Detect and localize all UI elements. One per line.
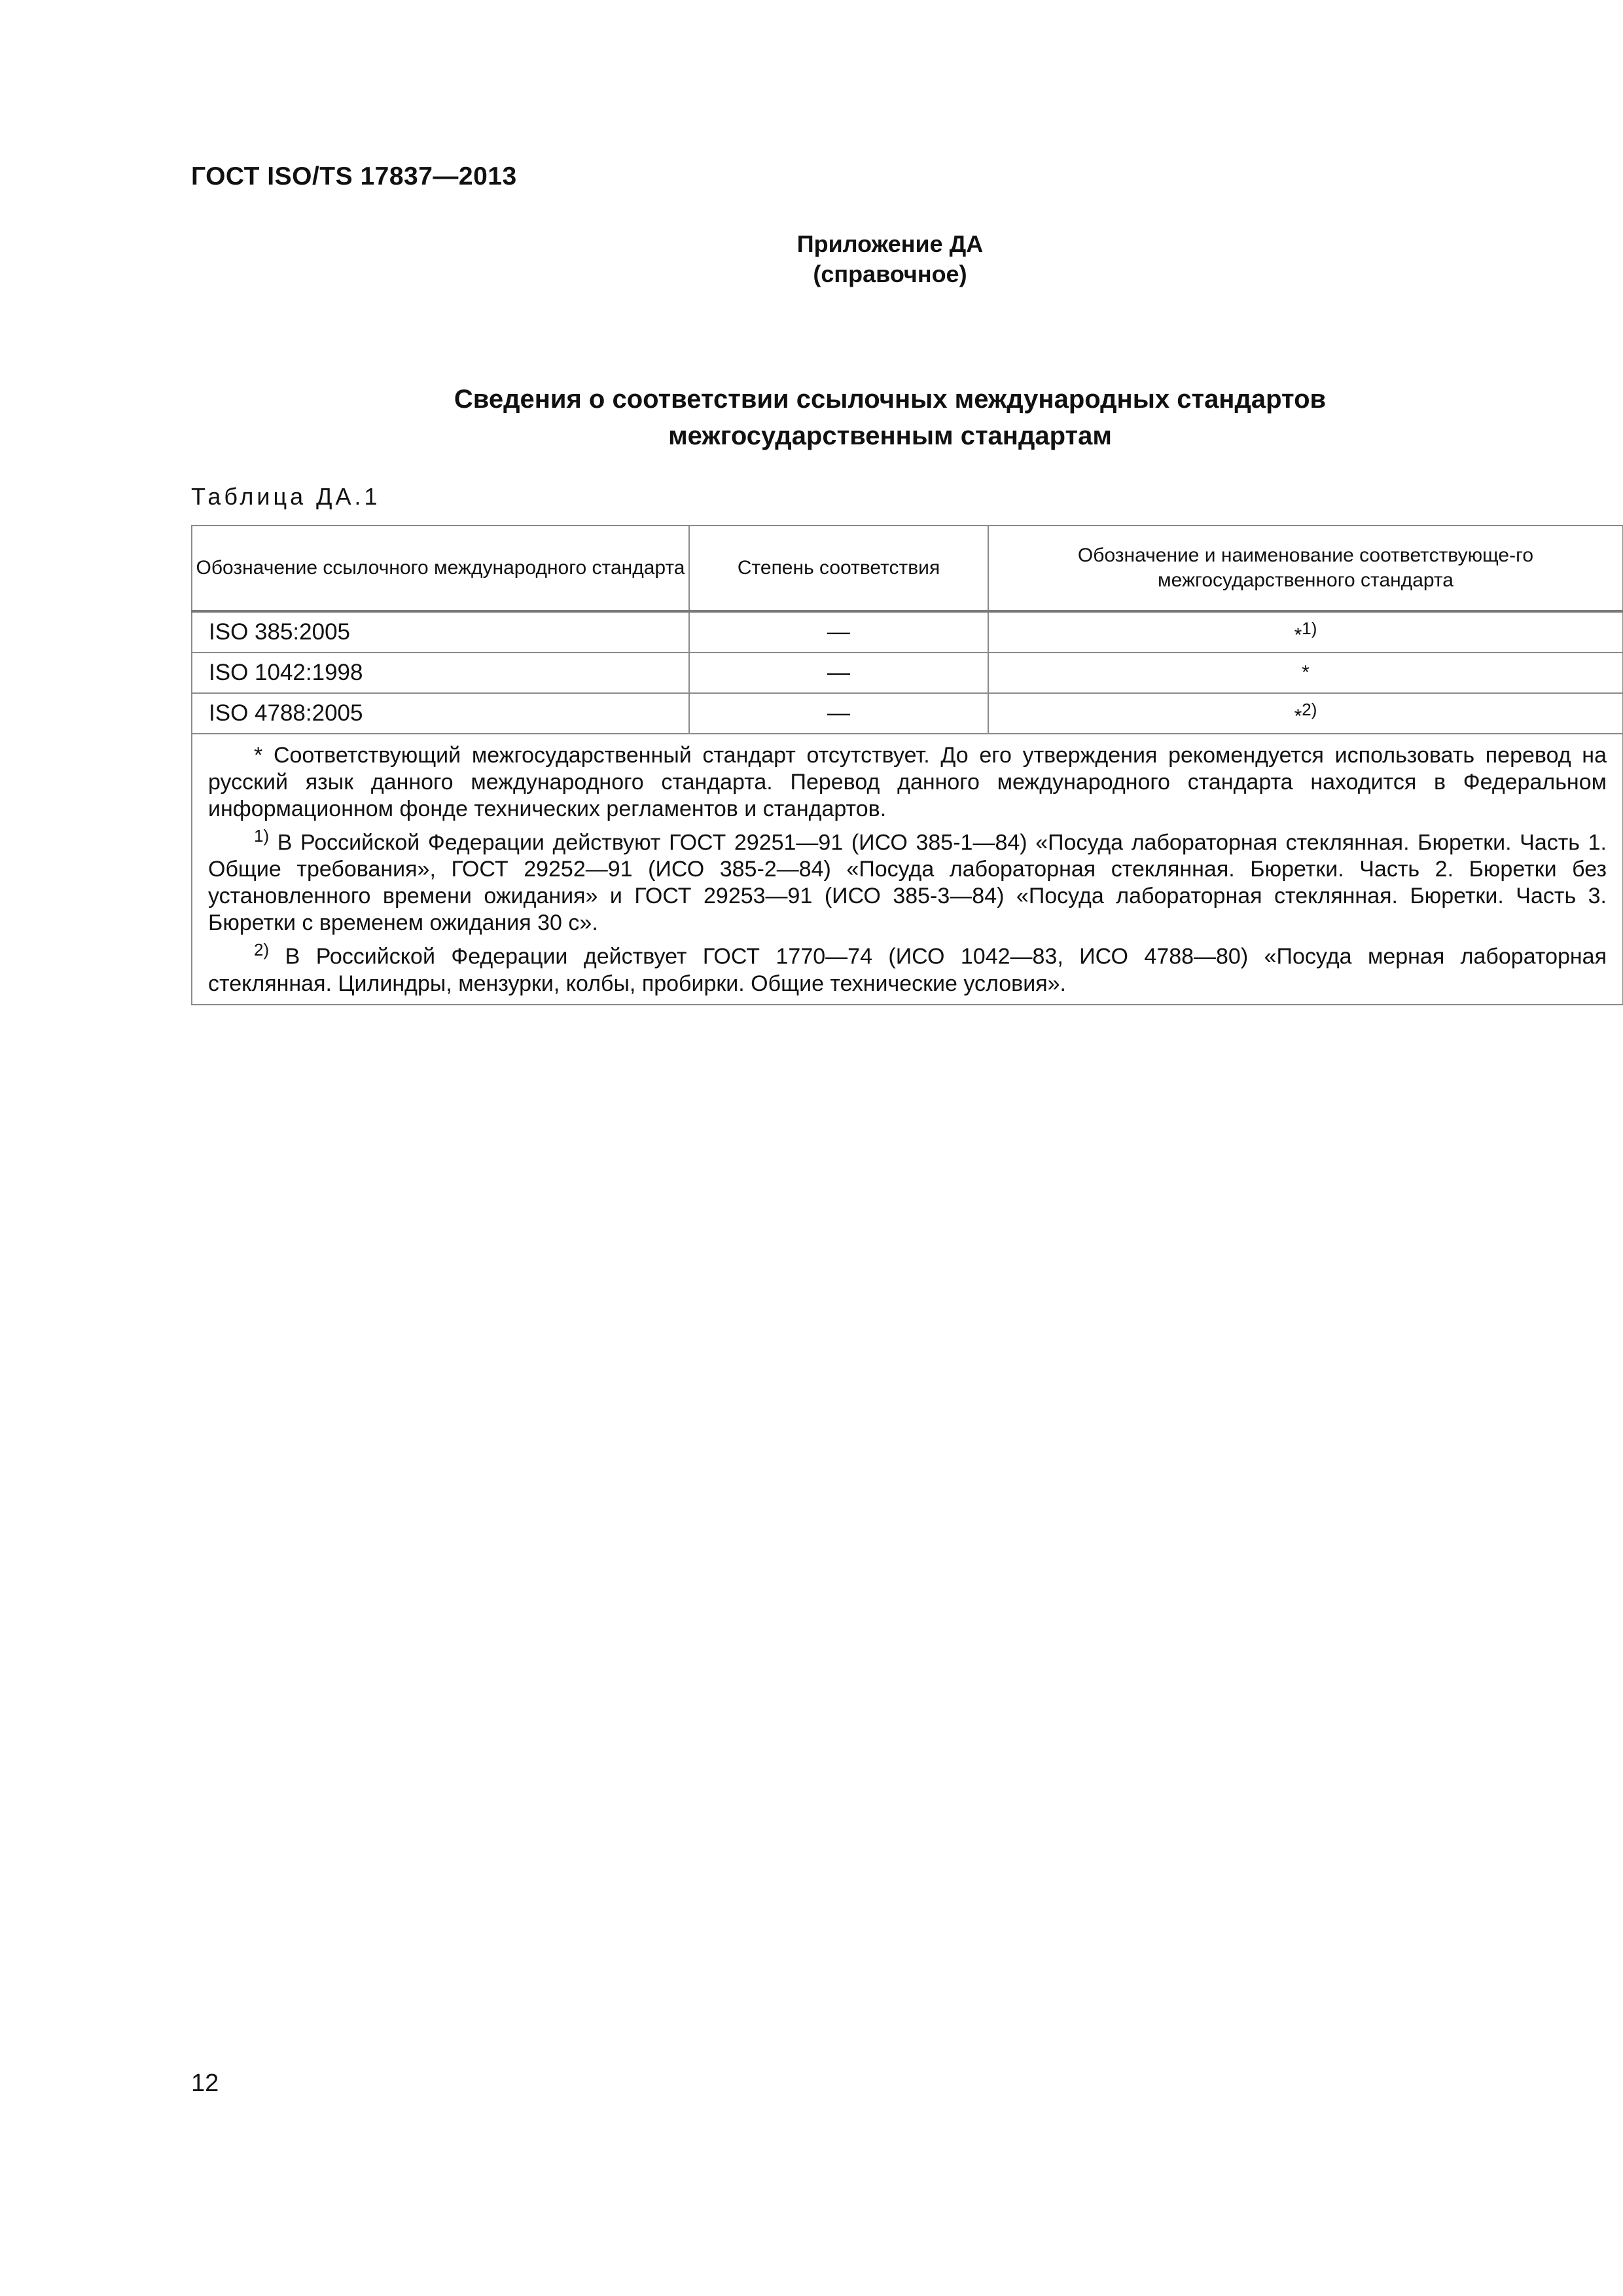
standard-code: ISO 4788:2005 <box>192 693 689 734</box>
reference-standards-table <box>191 525 1623 1005</box>
section-title <box>0 381 1623 454</box>
header-interstate-standard: Обозначение и наименование соответствующе-го межгосударственного стандарта <box>988 526 1623 611</box>
degree-value: — <box>689 611 988 653</box>
table-row <box>192 653 1623 693</box>
note-2-mark: 2) <box>254 940 270 960</box>
interstate-standard-cell <box>988 653 1623 693</box>
section-title-line-2: межгосударственным стандартам <box>668 422 1112 450</box>
star-mark: * <box>1302 662 1310 683</box>
standard-code: ISO 385:2005 <box>192 611 689 653</box>
table-header-row <box>192 526 1623 611</box>
table-row <box>192 693 1623 734</box>
table-notes <box>192 734 1623 1005</box>
table-caption: Таблица ДА.1 <box>191 483 381 510</box>
annex-subtitle: (справочное) <box>813 260 967 287</box>
interstate-standard-cell <box>988 693 1623 734</box>
footnote-ref: 2) <box>1302 699 1317 719</box>
note-1 <box>208 823 1607 937</box>
table-notes-row <box>192 734 1623 1005</box>
star-mark: * <box>1294 624 1302 646</box>
annex-heading <box>0 229 1623 289</box>
footnote-ref: 1) <box>1302 618 1317 638</box>
note-2 <box>208 937 1607 997</box>
star-mark: * <box>1294 705 1302 727</box>
annex-title: Приложение ДА <box>796 230 984 257</box>
note-1-mark: 1) <box>254 826 270 846</box>
interstate-standard-cell <box>988 611 1623 653</box>
header-international-standard: Обозначение ссылочного международного стандарта <box>192 526 689 611</box>
note-1-text: В Российской Федерации действуют ГОСТ 29251—91 (ИСО 385-1—84) «Посуда лабораторная стеклянная. Бюретки. Часть 1. Общие требования», ГОСТ 29252—91 (ИСО 385-2—84) «Посуда лабораторная стеклянная. Бюретки. Часть 2. Бюретки без установленного времени ожидания» и ГОСТ 29253—91 (ИСО 385-3—84) «Посуда лабораторная стеклянная. Бюретки. Часть 3. Бюретки с временем ожидания 30 с». <box>208 830 1607 936</box>
degree-value: — <box>689 653 988 693</box>
section-title-line-1: Сведения о соответствии ссылочных международных стандартов <box>454 385 1327 414</box>
note-star: * Соответствующий межгосударственный стандарт отсутствует. До его утверждения рекомендуется использовать перевод на русский язык данного международного стандарта. Перевод данного международного стандарта находится в Федеральном информационном фонде технических регламентов и стандартов. <box>208 743 1607 821</box>
note-2-text: В Российской Федерации действует ГОСТ 1770—74 (ИСО 1042—83, ИСО 4788—80) «Посуда мерная лабораторная стеклянная. Цилиндры, мензурки, колбы, пробирки. Общие технические условия». <box>208 944 1607 996</box>
table-row <box>192 611 1623 653</box>
page-number: 12 <box>191 2070 219 2097</box>
degree-value: — <box>689 693 988 734</box>
standard-code: ISO 1042:1998 <box>192 653 689 693</box>
document-header: ГОСТ ISO/TS 17837—2013 <box>191 162 517 190</box>
header-degree-of-correspondence: Степень соответствия <box>689 526 988 611</box>
